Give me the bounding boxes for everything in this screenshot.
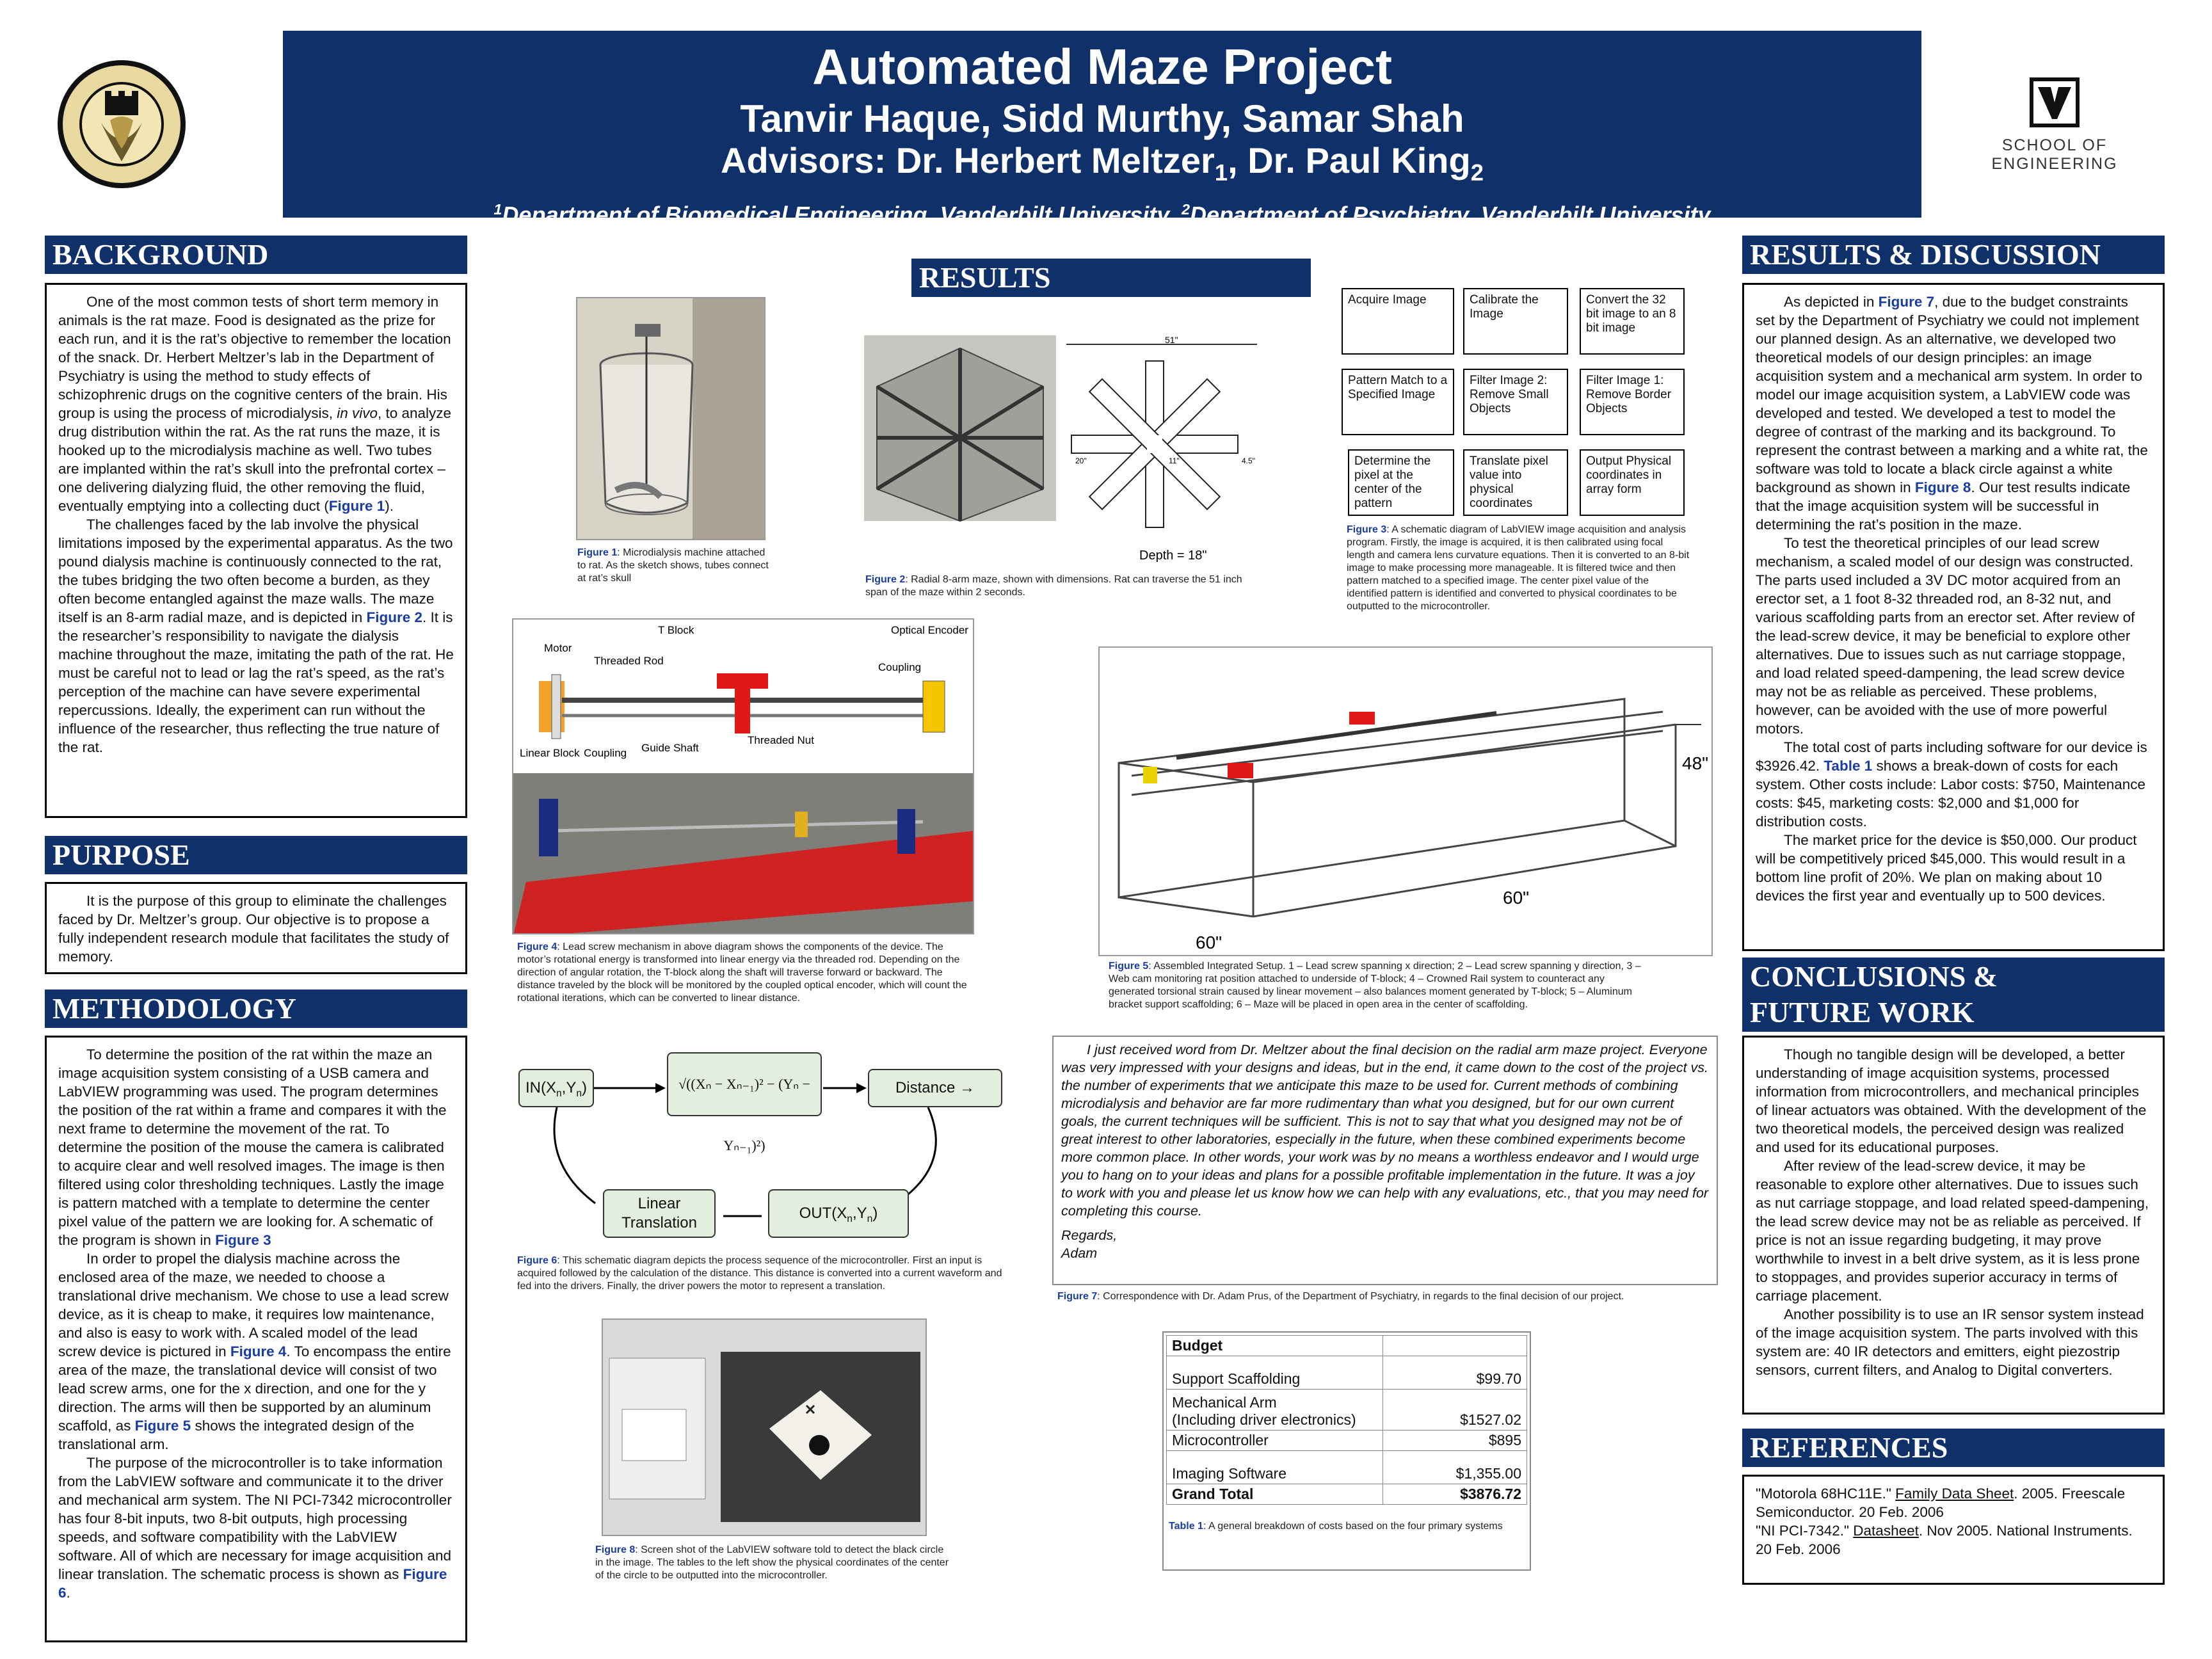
references-text <box>1742 1475 2165 1585</box>
methodology-heading: METHODOLOGY <box>45 990 467 1028</box>
budget-item: Microcontroller <box>1167 1431 1383 1451</box>
flow-pattern-match: Pattern Match to a Specified Image <box>1342 369 1454 435</box>
figure-8-caption: Figure 8: Screen shot of the LabVIEW software told to detect the black circle in the image. The tables to the left show the physical coordinates of the center of the circle to be outputted into the microcontroller. <box>595 1544 949 1581</box>
figure-8-labview-screenshot <box>602 1318 927 1536</box>
figure-5-integrated-setup <box>1098 646 1713 956</box>
flow-acquire-image: Acquire Image <box>1342 288 1454 355</box>
fig2-dim-top: 51" <box>1165 335 1178 345</box>
budget-total-label: Grand Total <box>1167 1484 1383 1505</box>
fig4-label-shaft: Guide Shaft <box>641 742 699 754</box>
authors: Tanvir Haque, Sidd Murthy, Samar Shah <box>740 97 1464 140</box>
fig2-dim-depth: Depth = 18" <box>1139 549 1207 563</box>
fig6-input-box: $IN(X_n,Y_n)$ <box>518 1069 594 1107</box>
fig6-formula-box: √((Xₙ − Xₙ₋₁)² − (Yₙ − Yₙ₋₁)²) <box>667 1052 822 1116</box>
budget-total: $3876.72 <box>1382 1484 1527 1505</box>
flow-filter-2: Filter Image 2: Remove Small Objects <box>1463 369 1568 435</box>
flow-filter-1: Filter Image 1: Remove Border Objects <box>1580 369 1685 435</box>
poster-title: Automated Maze Project <box>812 38 1392 95</box>
budget-cost: $895 <box>1382 1431 1527 1451</box>
budget-item: Support Scaffolding <box>1167 1356 1383 1390</box>
methodology-text: To determine the position of the rat within the maze an image acquisition system consisting of a USB camera and LabVIEW programming was used. The program determines the position of the rat within a frame and compares it with the next frame to determine the movement of the rat. To determine the position of the mouse the camera is calibrated to acquire clear and well resolved images. The image is then filtered using color thresholding techniques. Lastly the image is pattern matched with a template to determine the center pixel value of the pattern we are looking for. A schematic of the program is shown in Figure 3 In order to propel the dialysis machine across the enclosed area of the maze, we needed to choose a translational drive mechanism. We chose to use a lead screw device, as it is cheap to make, it requires low maintenance, and also is easy to work with. A scaled model of the lead screw device is pictured in Figure 4. To encompass the entire area of the maze, the translational device will consist of two lead screw arms, one for the x direction, and one for the y direction. The arms will then be supported by an aluminum scaffold, as Figure 5 shows the integrated design of the translational arm. The purpose of the microcontroller is to take information from the LabVIEW software and communicate it to the driver and mechanical arm system. The NI PCI-7342 microcontroller has four 8-bit inputs, two 8-bit outputs, high processing speeds, and software compatibility with the LabVIEW software. All of which are necessary for image acquisition and linear translation. The schematic process is shown as Figure 6. <box>45 1036 467 1642</box>
references-heading: REFERENCES <box>1742 1429 2165 1467</box>
figure-7-caption: Figure 7: Correspondence with Dr. Adam Prus, of the Department of Psychiatry, in regards to the final decision of our project. <box>1057 1291 1624 1302</box>
fig4-label-tblock: T Block <box>658 624 694 636</box>
fig4-label-nut: Threaded Nut <box>748 734 814 746</box>
budget-item: Mechanical Arm (Including driver electronics) <box>1167 1390 1383 1431</box>
fig4-label-block: Linear Block <box>520 747 580 759</box>
conclusions-text: Though no tangible design will be developed, a better understanding of image acquisition systems, processed information from microcontrollers, and mechanical principles of linear actuators was obtained. With the development of the two theoretical models, the perceived design was realized and used for its educational purposes. After review of the lead-screw device, it may be reasonable to explore other alternatives. Due to issues such as nut carriage stoppage, and load related speed-dampening, the lead screw device may not be as reliable as perceived. If price is not an issue regarding budgeting, it may prove worthwhile to invest in a belt drive system, as it is less prone to stoppages, and provides superior accuracy in terms of carriage placement. Another possibility is to use an IR sensor system instead of the image acquisition system. The parts involved with this system are: 40 IR detectors and emitters, eight piezostrip sensors, current filters, and Analog to Digital converters. <box>1742 1036 2165 1415</box>
figure-1-caption: Figure 1: Microdialysis machine attached to rat. As the sketch shows, tubes connect at rat’s skull <box>577 547 769 584</box>
table-1-caption: Table 1: A general breakdown of costs based on the four primary systems <box>1169 1521 1503 1532</box>
title-banner <box>283 31 1921 228</box>
fig6-distance-box: Distance → <box>868 1069 1002 1107</box>
flow-calibrate-image: Calibrate the Image <box>1463 288 1568 355</box>
fig4-label-coupling-l: Coupling <box>584 747 627 759</box>
fig4-label-coupling-r: Coupling <box>878 661 922 673</box>
fig4-label-motor: Motor <box>544 642 572 654</box>
figure-6-caption: Figure 6: This schematic diagram depicts the process sequence of the microcontroller. First an input is acquired followed by the calculation of the distance. This distance is converted into a current waveform and fed into the drivers. Finally, the driver powers the motor to represent a translation. <box>517 1255 1002 1292</box>
school-of-engineering-logo: SCHOOL OF ENGINEERING <box>1946 77 2163 166</box>
fig2-dim-center: 11" <box>1169 456 1180 465</box>
budget-cost: $1527.02 <box>1382 1390 1527 1431</box>
fig4-label-encoder: Optical Encoder <box>891 624 968 636</box>
fig6-output-box: $OUT(X_n,Y_n)$ <box>768 1189 909 1238</box>
vanderbilt-seal <box>56 59 187 189</box>
reference-1: "Motorola 68HC11E." Family Data Sheet. 2005. Freescale Semiconductor. 20 Feb. 2006 <box>1756 1486 2126 1520</box>
figure-5-caption: Figure 5: Assembled Integrated Setup. 1 – Lead screw spanning x direction; 2 – Lead screw spanning y direction, 3 – Web cam monitoring rat position attached to underside of T-block; 4 – Crowned Rail system to counteract any generated torsional strain caused by linear movement – also balances moment generated by T-block; 5 – Aluminum bracket support scaffolding; 6 – Maze will be placed in open area in the center of scaffolding. <box>1109 961 1641 1010</box>
fig5-dim-width-left: 60" <box>1196 933 1222 952</box>
figure-2-maze <box>864 335 1261 568</box>
purpose-heading: PURPOSE <box>45 836 467 874</box>
figure-2-caption: Figure 2: Radial 8-arm maze, shown with dimensions. Rat can traverse the 51 inch span of the maze within 2 seconds. <box>865 574 1242 598</box>
advisors: Advisors: Dr. Herbert Meltzer$_1$, Dr. Paul King$_2$ <box>721 140 1484 186</box>
fig2-dim-left: 20" <box>1075 456 1087 465</box>
budget-cost: $1,355.00 <box>1382 1451 1527 1484</box>
flow-output-coordinates: Output Physical coordinates in array form <box>1580 449 1685 516</box>
figure-3-flowchart <box>1342 288 1700 518</box>
conclusions-heading: CONCLUSIONS & FUTURE WORK <box>1742 958 2165 1032</box>
affiliations: $^1$Department of Biomedical Engineering, Vanderbilt University, $^2$Department of Psychiatry, Vanderbilt University <box>493 201 1711 228</box>
background-heading: BACKGROUND <box>45 236 467 274</box>
fig5-dim-height: 48" <box>1682 753 1709 773</box>
figure-7-letter: I just received word from Dr. Meltzer about the final decision on the radial arm maze project. Everyone was very impressed with your designs and ideas, but in the end, it came down to the cost of the project vs. the number of experiments that we anticipate this maze to be used for. Current methods of combining microdialysis and behavior are far more rudimentary than what you designed, but for our own current goals, the current techniques will be sufficient. This is not to say that what you designed may not be of great interest to other laboratories, especially in the future, when these combined experiments become more common place. In other words, your work was by no means a worthless endeavor and I would urge you to hang on to your ideas and plans for a possible profitable implementation in the future. It was a joy to work with you and please let us know how we can help with any evaluations, etc., that you may need for completing this course. Regards, Adam <box>1052 1036 1718 1285</box>
budget-table <box>1166 1335 1527 1505</box>
flow-translate-pixel: Translate pixel value into physical coordinates <box>1463 449 1568 516</box>
reference-2: "NI PCI-7342." Datasheet. Nov 2005. National Instruments. 20 Feb. 2006 <box>1756 1523 2133 1557</box>
results-heading: RESULTS <box>911 259 1311 297</box>
purpose-text: It is the purpose of this group to eliminate the challenges faced by Dr. Meltzer’s group. Our objective is to propose a fully independent research module that facilitates the study of memory. <box>45 882 467 974</box>
budget-header: Budget <box>1167 1336 1383 1356</box>
discussion-heading: RESULTS & DISCUSSION <box>1742 236 2165 274</box>
figure-1-photo <box>576 297 765 540</box>
figure-6-diagram <box>518 1050 1018 1242</box>
fig5-dim-width-right: 60" <box>1503 888 1530 908</box>
discussion-text: As depicted in Figure 7, due to the budget constraints set by the Department of Psychiatry we could not implement our planned design. As an alternative, we developed two theoretical models of our design principles: an image acquisition system and a mechanical arm system. In order to model our image acquisition system, a LabVIEW code was developed and tested. We developed a test to model the degree of contrast of the marking and its background. To represent the contrast between a marking and a white rat, the software was told to locate a black circle against a white background as shown in Figure 8. Our test results indicate that the image acquisition system will be successful in determining the rat’s position in the maze. To test the theoretical principles of our lead screw mechanism, a scaled model of our design was constructed. The parts used included a 3V DC motor acquired from an erector set, a 1 foot 8-32 threaded rod, an 8-32 nut, and various scaffolding parts from an erector set. After review of the lead-screw device, it may be beneficial to explore other alternatives. Due to issues such as nut carriage stoppage, and load related speed-dampening, the lead screw device may not be as reliable as perceived. These problems, however, can be avoided with the use of more powerful motors. The total cost of parts including software for our device is $3926.42. Table 1 shows a break-down of costs for each system. Other costs include: Labor costs: $750, Maintenance costs: $45, marketing costs: $2,000 and $1,000 for distribution costs. The market price for the device is $50,000. Our product will be competitively priced $45,000. This would result in a bottom line profit of 20%. We plan on making about 10 devices the first year and eventually up to 500 devices. <box>1742 283 2165 951</box>
v-mark-icon <box>2029 77 2080 128</box>
figure-3-caption: Figure 3: A schematic diagram of LabVIEW image acquisition and analysis program. Firstly, the image is acquired, it is then calibrated using focal length and camera lens curvature equations. Then it is converted to an 8-bit image to make processing more manageable. It is filtered twice and then pattern matched to a specified image. The center pixel value of the identified pattern is identified and converted to physical coordinates to be outputted to the microcontroller. <box>1347 524 1690 612</box>
flow-convert-image: Convert the 32 bit image to an 8 bit image <box>1580 288 1685 355</box>
figure-4-lead-screw <box>512 618 974 934</box>
fig2-dim-right: 4.5" <box>1242 456 1255 465</box>
budget-table-box <box>1162 1331 1531 1571</box>
budget-item: Imaging Software <box>1167 1451 1383 1484</box>
figure-4-caption: Figure 4: Lead screw mechanism in above diagram shows the components of the device. The motor’s rotational energy is transformed into linear energy via the threaded rod. Depending on the direction of angular rotation, the T-block along the shaft will traverse forward or backward. The distance traveled by the block will be monitored by the coupled optical encoder, which will count the rotational iterations, which can be converted to linear distance. <box>517 942 967 1004</box>
background-text: One of the most common tests of short term memory in animals is the rat maze. Food is designated as the prize for each run, and it is the rat’s objective to remember the location of the snack. Dr. Herbert Meltzer’s lab in the Department of Psychiatry is using the method to study effects of schizophrenic drugs on the cognitive centers of the brain. His group is using the process of microdialysis, in vivo, to analyze drug distribution within the rat. As the rat runs the maze, it is hooked up to the microdialysis machine as well. Two tubes are implanted within the rat’s skull into the prefrontal cortex – one delivering dialyzing fluid, the other removing the fluid, eventually emptying into a collecting duct (Figure 1). The challenges faced by the lab involve the physical limitations imposed by the experimental apparatus. As the two pound dialysis machine is continuously connected to the rat, the tubes bridging the two often become a burden, as they often become entangled against the maze walls. The maze itself is an 8-arm radial maze, and is depicted in Figure 2. It is the researcher’s responsibility to navigate the dialysis machine throughout the maze, imitating the path of the rat. He must be careful not to lead or lag the rat’s speed, as the rat’s perception of the machine can have severe experimental repercussions. Ideally, the experiment can run without the influence of the researcher, thus reflecting the true nature of the rat. <box>45 283 467 818</box>
flow-center-pixel: Determine the pixel at the center of the pattern <box>1348 449 1454 516</box>
budget-cost: $99.70 <box>1382 1356 1527 1390</box>
fig4-label-rod: Threaded Rod <box>594 655 664 667</box>
fig6-linear-translation-box: Linear Translation <box>603 1189 716 1238</box>
